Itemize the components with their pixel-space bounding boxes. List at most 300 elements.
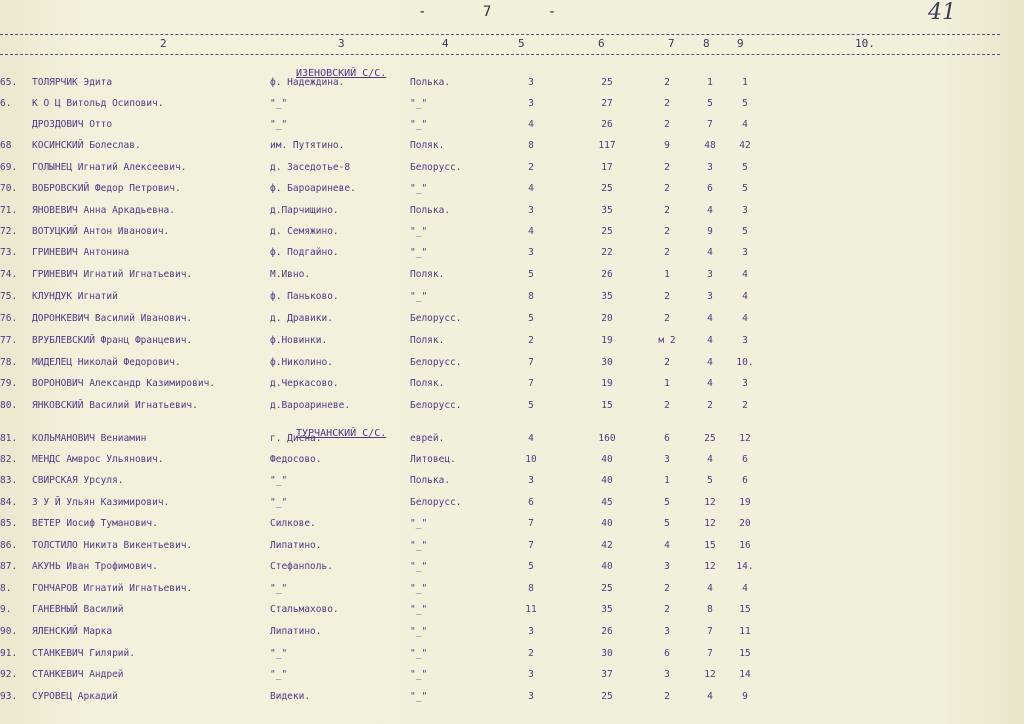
row-index: 76. <box>0 313 18 324</box>
person-name: ГРИНЕВИЧ Игнатий Игнатьевич. <box>32 269 193 280</box>
row-index: 72. <box>0 226 18 237</box>
col-6-value: 20 <box>601 313 613 324</box>
row-index: 70. <box>0 183 18 194</box>
col-5-value: 3 <box>528 205 534 216</box>
table-row <box>0 226 1000 247</box>
row-index: 9. <box>0 604 12 615</box>
col-9-value: 4 <box>742 583 748 594</box>
table-row <box>0 518 1000 539</box>
col-5-value: 3 <box>528 475 534 486</box>
person-name: ТОЛСТИЛО Никита Викентьевич. <box>32 540 193 551</box>
col-6-value: 17 <box>601 162 613 173</box>
col-5-value: 8 <box>528 583 534 594</box>
col-6-value: 30 <box>601 648 613 659</box>
nationality: "_" <box>410 183 428 194</box>
residence: "_" <box>270 648 288 659</box>
col-9-value: 3 <box>742 335 748 346</box>
nationality: "_" <box>410 291 428 302</box>
handwritten-page-number: 41 <box>928 0 956 25</box>
nationality: еврей. <box>410 433 445 444</box>
col-5-value: 7 <box>528 378 534 389</box>
table-row <box>0 400 1000 421</box>
residence: М.Ивно. <box>270 269 311 280</box>
row-index: 81. <box>0 433 18 444</box>
table-row <box>0 119 1000 140</box>
nationality: "_" <box>410 98 428 109</box>
residence: д. Дравики. <box>270 313 333 324</box>
col-9-value: 16 <box>739 540 751 551</box>
nationality: Белорусс. <box>410 162 462 173</box>
person-name: ГАНЕВНЫЙ Василий <box>32 604 124 615</box>
residence: Федосово. <box>270 454 322 465</box>
col-8-value: 4 <box>707 313 713 324</box>
row-index: 92. <box>0 669 18 680</box>
residence: д.Парчищино. <box>270 205 339 216</box>
table-row <box>0 669 1000 690</box>
person-name: СВИРСКАЯ Урсуля. <box>32 475 124 486</box>
nationality: Полька. <box>410 205 451 216</box>
col-8-value: 3 <box>707 162 713 173</box>
col-8-value: 4 <box>707 335 713 346</box>
person-name: ВОБРОВСКИЙ Федор Петрович. <box>32 183 181 194</box>
col-9-value: 4 <box>742 291 748 302</box>
residence: "_" <box>270 119 288 130</box>
nationality: Полька. <box>410 475 451 486</box>
col-9-value: 4 <box>742 119 748 130</box>
nationality: Поляк. <box>410 140 445 151</box>
col-7-value: 1 <box>664 269 670 280</box>
col-5-value: 3 <box>528 247 534 258</box>
col-9-value: 9 <box>742 691 748 702</box>
row-index: 73. <box>0 247 18 258</box>
col-8-value: 15 <box>704 540 716 551</box>
col-7-value: 2 <box>664 226 670 237</box>
col-5-value: 8 <box>528 291 534 302</box>
residence: д.Вароариневе. <box>270 400 351 411</box>
table-row <box>0 162 1000 183</box>
row-index: 82. <box>0 454 18 465</box>
col-5-value: 4 <box>528 183 534 194</box>
row-index: 78. <box>0 357 18 368</box>
col-8-value: 4 <box>707 205 713 216</box>
col-7-value: 2 <box>664 162 670 173</box>
col-7-value: 4 <box>664 540 670 551</box>
nationality: Поляк. <box>410 378 445 389</box>
nationality: Белорусс. <box>410 497 462 508</box>
col-8-value: 6 <box>707 183 713 194</box>
table-row <box>0 433 1000 454</box>
row-index: 68 <box>0 140 12 151</box>
person-name: КОСИНСКИЙ Болеслав. <box>32 140 141 151</box>
col-5-value: 5 <box>528 313 534 324</box>
row-index: 8. <box>0 583 12 594</box>
col-8-value: 4 <box>707 454 713 465</box>
col-9-value: 14. <box>736 561 754 572</box>
col-7-value: 2 <box>664 291 670 302</box>
col-6-value: 27 <box>601 98 613 109</box>
col-5-value: 6 <box>528 497 534 508</box>
nationality: Поляк. <box>410 335 445 346</box>
col-8-value: 9 <box>707 226 713 237</box>
nationality: "_" <box>410 226 428 237</box>
row-index: 84. <box>0 497 18 508</box>
row-index: 91. <box>0 648 18 659</box>
col-7-value: 2 <box>664 247 670 258</box>
col-9-value: 4 <box>742 313 748 324</box>
col-5-value: 5 <box>528 561 534 572</box>
col-5-value: 4 <box>528 226 534 237</box>
col-8-value: 3 <box>707 291 713 302</box>
col-7-value: 2 <box>664 183 670 194</box>
col-6-value: 42 <box>601 540 613 551</box>
col-5-value: 7 <box>528 540 534 551</box>
residence: г. Дисна. <box>270 433 322 444</box>
col-5-value: 3 <box>528 77 534 88</box>
col-6-value: 40 <box>601 454 613 465</box>
col-8-value: 7 <box>707 119 713 130</box>
person-name: ГРИНЕВИЧ Антонина <box>32 247 130 258</box>
person-name: К О Ц Витольд Осипович. <box>32 98 164 109</box>
table-row <box>0 140 1000 161</box>
col-6-value: 117 <box>598 140 616 151</box>
col-5-value: 3 <box>528 691 534 702</box>
col-6-value: 45 <box>601 497 613 508</box>
col-8-value: 4 <box>707 357 713 368</box>
residence: им. Путятино. <box>270 140 345 151</box>
col-6-value: 25 <box>601 77 613 88</box>
person-name: ЯЛЕНСКИЙ Марка <box>32 626 113 637</box>
column-number: 5 <box>518 37 525 50</box>
col-5-value: 4 <box>528 119 534 130</box>
person-name: ГОЛЫНЕЦ Игнатий Алексеевич. <box>32 162 187 173</box>
row-index: 93. <box>0 691 18 702</box>
col-8-value: 5 <box>707 98 713 109</box>
person-name: ТОЛЯРЧИК Эдита <box>32 77 113 88</box>
table-row <box>0 378 1000 399</box>
table-row <box>0 497 1000 518</box>
row-index: 90. <box>0 626 18 637</box>
row-index: 71. <box>0 205 18 216</box>
col-5-value: 7 <box>528 518 534 529</box>
col-8-value: 7 <box>707 648 713 659</box>
col-7-value: 1 <box>664 378 670 389</box>
row-index: 87. <box>0 561 18 572</box>
col-6-value: 15 <box>601 400 613 411</box>
residence: "_" <box>270 669 288 680</box>
col-8-value: 2 <box>707 400 713 411</box>
table-row <box>0 691 1000 712</box>
column-number: 2 <box>160 37 167 50</box>
column-number: 8 <box>703 37 710 50</box>
person-name: З У Й Ульян Казимирович. <box>32 497 170 508</box>
table-row <box>0 98 1000 119</box>
col-9-value: 3 <box>742 247 748 258</box>
page-number: - 7 - <box>418 4 581 20</box>
col-9-value: 11 <box>739 626 751 637</box>
col-5-value: 7 <box>528 357 534 368</box>
person-name: ВЕТЕР Иосиф Туманович. <box>32 518 158 529</box>
row-index: 74. <box>0 269 18 280</box>
col-8-value: 48 <box>704 140 716 151</box>
col-6-value: 40 <box>601 518 613 529</box>
person-name: СТАНКЕВИЧ Гилярий. <box>32 648 135 659</box>
col-7-value: 6 <box>664 433 670 444</box>
col-5-value: 10 <box>525 454 537 465</box>
col-9-value: 5 <box>742 183 748 194</box>
col-9-value: 14 <box>739 669 751 680</box>
person-name: АКУНЬ Иван Трофимович. <box>32 561 158 572</box>
column-number: 3 <box>338 37 345 50</box>
residence: Стефанполь. <box>270 561 333 572</box>
col-8-value: 7 <box>707 626 713 637</box>
col-5-value: 5 <box>528 400 534 411</box>
row-index: 85. <box>0 518 18 529</box>
person-name: МИДЕЛЕЦ Николай Федорович. <box>32 357 181 368</box>
col-8-value: 1 <box>707 77 713 88</box>
row-index: 86. <box>0 540 18 551</box>
person-name: ЯНКОВСКИЙ Василий Игнатьевич. <box>32 400 198 411</box>
col-5-value: 11 <box>525 604 537 615</box>
top-rule <box>0 34 1000 35</box>
col-6-value: 40 <box>601 475 613 486</box>
table-row <box>0 475 1000 496</box>
col-9-value: 5 <box>742 162 748 173</box>
person-name: ВОТУЦКИЙ Антон Иванович. <box>32 226 170 237</box>
col-7-value: 2 <box>664 98 670 109</box>
table-row <box>0 291 1000 312</box>
col-9-value: 19 <box>739 497 751 508</box>
row-index: 65. <box>0 77 18 88</box>
nationality: "_" <box>410 561 428 572</box>
section-heading: ТУРЧАНСКИЙ С/С. <box>296 428 387 439</box>
person-name: ГОНЧАРОВ Игнатий Игнатьевич. <box>32 583 193 594</box>
residence: Стальмахово. <box>270 604 339 615</box>
col-7-value: 3 <box>664 561 670 572</box>
col-9-value: 4 <box>742 269 748 280</box>
col-7-value: 5 <box>664 497 670 508</box>
nationality: "_" <box>410 648 428 659</box>
col-9-value: 5 <box>742 98 748 109</box>
residence: ф. Подгайно. <box>270 247 339 258</box>
col-8-value: 8 <box>707 604 713 615</box>
col-9-value: 15 <box>739 604 751 615</box>
col-6-value: 26 <box>601 269 613 280</box>
residence: д.Черкасово. <box>270 378 339 389</box>
col-7-value: 1 <box>664 475 670 486</box>
col-8-value: 4 <box>707 378 713 389</box>
row-index: 80. <box>0 400 18 411</box>
table-row <box>0 77 1000 98</box>
table-row <box>0 604 1000 625</box>
col-7-value: 2 <box>664 357 670 368</box>
residence: "_" <box>270 583 288 594</box>
col-9-value: 15 <box>739 648 751 659</box>
col-6-value: 19 <box>601 378 613 389</box>
person-name: МЕНДС Амврос Ульянович. <box>32 454 164 465</box>
nationality: "_" <box>410 669 428 680</box>
header-rule <box>0 54 1000 55</box>
col-7-value: 2 <box>664 205 670 216</box>
col-9-value: 2 <box>742 400 748 411</box>
row-index: 83. <box>0 475 18 486</box>
col-6-value: 26 <box>601 626 613 637</box>
col-7-value: 6 <box>664 648 670 659</box>
col-9-value: 20 <box>739 518 751 529</box>
col-6-value: 25 <box>601 226 613 237</box>
section-heading: ИЗЕНОВСКИЙ С/С. <box>296 68 387 79</box>
table-row <box>0 454 1000 475</box>
col-6-value: 35 <box>601 604 613 615</box>
residence: Липатино. <box>270 626 322 637</box>
person-name: ЯНОВЕВИЧ Анна Аркадьевна. <box>32 205 175 216</box>
col-6-value: 30 <box>601 357 613 368</box>
col-6-value: 35 <box>601 291 613 302</box>
table-row <box>0 583 1000 604</box>
col-8-value: 12 <box>704 561 716 572</box>
nationality: "_" <box>410 119 428 130</box>
col-6-value: 19 <box>601 335 613 346</box>
table-row <box>0 335 1000 356</box>
col-7-value: 2 <box>664 313 670 324</box>
col-6-value: 35 <box>601 205 613 216</box>
column-number: 6 <box>598 37 605 50</box>
residence: "_" <box>270 497 288 508</box>
person-name: ДРОЗДОВИЧ Отто <box>32 119 113 130</box>
col-7-value: 3 <box>664 626 670 637</box>
residence: д. Семяжино. <box>270 226 339 237</box>
col-9-value: 42 <box>739 140 751 151</box>
col-5-value: 3 <box>528 626 534 637</box>
row-index: 77. <box>0 335 18 346</box>
residence: Видеки. <box>270 691 311 702</box>
person-name: ДОРОНКЕВИЧ Василий Иванович. <box>32 313 193 324</box>
col-6-value: 26 <box>601 119 613 130</box>
table-row <box>0 205 1000 226</box>
col-5-value: 4 <box>528 433 534 444</box>
nationality: "_" <box>410 540 428 551</box>
col-6-value: 22 <box>601 247 613 258</box>
col-5-value: 2 <box>528 648 534 659</box>
residence: Липатино. <box>270 540 322 551</box>
col-7-value: 2 <box>664 119 670 130</box>
nationality: "_" <box>410 626 428 637</box>
nationality: Полька. <box>410 77 451 88</box>
nationality: "_" <box>410 691 428 702</box>
person-name: ВОРОНОВИЧ Александр Казимирович. <box>32 378 216 389</box>
table-row <box>0 357 1000 378</box>
col-7-value: 3 <box>664 669 670 680</box>
col-6-value: 25 <box>601 691 613 702</box>
person-name: КЛУНДУК Игнатий <box>32 291 118 302</box>
row-index: 79. <box>0 378 18 389</box>
column-number: 9 <box>737 37 744 50</box>
row-index: 75. <box>0 291 18 302</box>
col-5-value: 2 <box>528 335 534 346</box>
col-8-value: 4 <box>707 691 713 702</box>
col-7-value: 5 <box>664 518 670 529</box>
person-name: ВРУБЛЕВСКИЙ Франц Францевич. <box>32 335 193 346</box>
col-5-value: 2 <box>528 162 534 173</box>
residence: ф. Бароариневе. <box>270 183 356 194</box>
table-row <box>0 269 1000 290</box>
col-5-value: 3 <box>528 98 534 109</box>
col-9-value: 6 <box>742 475 748 486</box>
col-8-value: 12 <box>704 497 716 508</box>
nationality: Белорусс. <box>410 357 462 368</box>
person-name: СУРОВЕЦ Аркадий <box>32 691 118 702</box>
column-number: 4 <box>442 37 449 50</box>
col-6-value: 160 <box>598 433 616 444</box>
col-7-value: 2 <box>664 400 670 411</box>
person-name: КОЛЬМАНОВИЧ Вениамин <box>32 433 147 444</box>
column-number: 10. <box>855 37 875 50</box>
col-8-value: 3 <box>707 269 713 280</box>
col-5-value: 5 <box>528 269 534 280</box>
col-5-value: 3 <box>528 669 534 680</box>
col-6-value: 37 <box>601 669 613 680</box>
nationality: "_" <box>410 583 428 594</box>
residence: ф.Николино. <box>270 357 333 368</box>
col-8-value: 12 <box>704 518 716 529</box>
col-8-value: 4 <box>707 247 713 258</box>
residence: д. Заседотье-8 <box>270 162 351 173</box>
col-5-value: 8 <box>528 140 534 151</box>
nationality: "_" <box>410 604 428 615</box>
col-9-value: 3 <box>742 378 748 389</box>
col-7-value: 2 <box>664 77 670 88</box>
col-7-value: м 2 <box>658 335 676 346</box>
residence: ф. Надеждина. <box>270 77 345 88</box>
nationality: "_" <box>410 247 428 258</box>
col-9-value: 10. <box>736 357 754 368</box>
col-7-value: 2 <box>664 583 670 594</box>
nationality: Белорусс. <box>410 400 462 411</box>
table-row <box>0 540 1000 561</box>
col-9-value: 1 <box>742 77 748 88</box>
col-8-value: 4 <box>707 583 713 594</box>
nationality: "_" <box>410 518 428 529</box>
col-7-value: 2 <box>664 691 670 702</box>
residence: ф. Паньково. <box>270 291 339 302</box>
nationality: Литовец. <box>410 454 456 465</box>
table-row <box>0 313 1000 334</box>
col-9-value: 5 <box>742 226 748 237</box>
table-row <box>0 648 1000 669</box>
col-8-value: 5 <box>707 475 713 486</box>
col-7-value: 3 <box>664 454 670 465</box>
table-row <box>0 183 1000 204</box>
nationality: Белорусс. <box>410 313 462 324</box>
row-index: 69. <box>0 162 18 173</box>
col-9-value: 6 <box>742 454 748 465</box>
table-row <box>0 626 1000 647</box>
residence: ф.Новинки. <box>270 335 328 346</box>
table-row <box>0 561 1000 582</box>
col-9-value: 3 <box>742 205 748 216</box>
person-name: СТАНКЕВИЧ Андрей <box>32 669 124 680</box>
col-9-value: 12 <box>739 433 751 444</box>
residence: Силкове. <box>270 518 316 529</box>
column-number: 7 <box>668 37 675 50</box>
nationality: Поляк. <box>410 269 445 280</box>
row-index: 6. <box>0 98 12 109</box>
col-8-value: 12 <box>704 669 716 680</box>
col-6-value: 25 <box>601 583 613 594</box>
col-8-value: 25 <box>704 433 716 444</box>
table-row <box>0 247 1000 268</box>
residence: "_" <box>270 98 288 109</box>
col-7-value: 2 <box>664 604 670 615</box>
